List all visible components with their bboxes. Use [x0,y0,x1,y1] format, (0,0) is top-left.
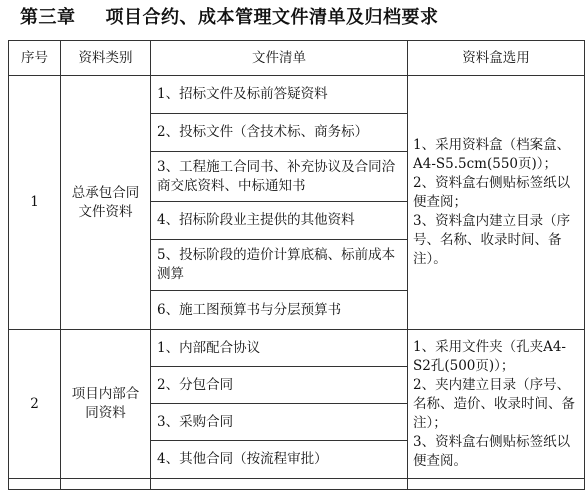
file-item: 2、投标文件（含技术标、商务标） [151,114,408,152]
file-item: 2、分包合同 [151,367,408,404]
empty-cell [61,479,151,490]
box-requirements [408,330,585,479]
box-line: 3、资料盒内建立目录（序号、名称、收录时间、备注）。 [413,213,571,267]
chapter-label: 第三章 [20,7,76,28]
box-line: 2、夹内建立目录（序号、名称、造价、收录时间、备注）； [413,376,575,431]
group-seq: 1 [9,76,61,330]
file-item: 5、投标阶段的造价计算底稿、标前成本测算 [151,240,408,291]
group-category: 项目内部合同资料 [61,330,151,479]
file-item: 6、施工图预算书与分层预算书 [151,291,408,330]
file-item: 3、采购合同 [151,404,408,441]
table-row [9,76,585,114]
table-row-cut-off [9,479,585,490]
header-seq: 序号 [9,41,61,76]
header-file-list: 文件清单 [151,41,408,76]
box-line: 3、资料盒右侧贴标签纸以便查阅。 [413,433,571,469]
empty-cell [9,479,61,490]
group-seq: 2 [9,330,61,479]
title-text: 项目合约、成本管理文件清单及归档要求 [105,7,439,28]
header-box-selection: 资料盒选用 [408,41,585,76]
box-line: 1、采用资料盒（档案盒、A4-S5.5cm(550页)）； [413,137,571,172]
box-line: 2、资料盒右侧贴标签纸以便查阅； [413,175,571,210]
empty-cell [408,479,585,490]
file-item: 4、其他合同（按流程审批） [151,441,408,479]
box-requirements [408,76,585,330]
group-category: 总承包合同文件资料 [61,76,151,330]
table-row [9,330,585,367]
file-item: 3、工程施工合同书、补充协议及合同洽商交底资料、中标通知书 [151,152,408,202]
file-item: 1、招标文件及标前答疑资料 [151,76,408,114]
page-title [20,5,439,31]
file-item: 4、招标阶段业主提供的其他资料 [151,202,408,240]
box-line: 1、采用文件夹（孔夹A4-S2孔(500页)）； [413,338,566,374]
empty-cell [151,479,408,490]
header-category: 资料类别 [61,41,151,76]
table-header-row [9,41,585,76]
file-item: 1、内部配合协议 [151,330,408,367]
archive-requirements-table [8,40,585,490]
